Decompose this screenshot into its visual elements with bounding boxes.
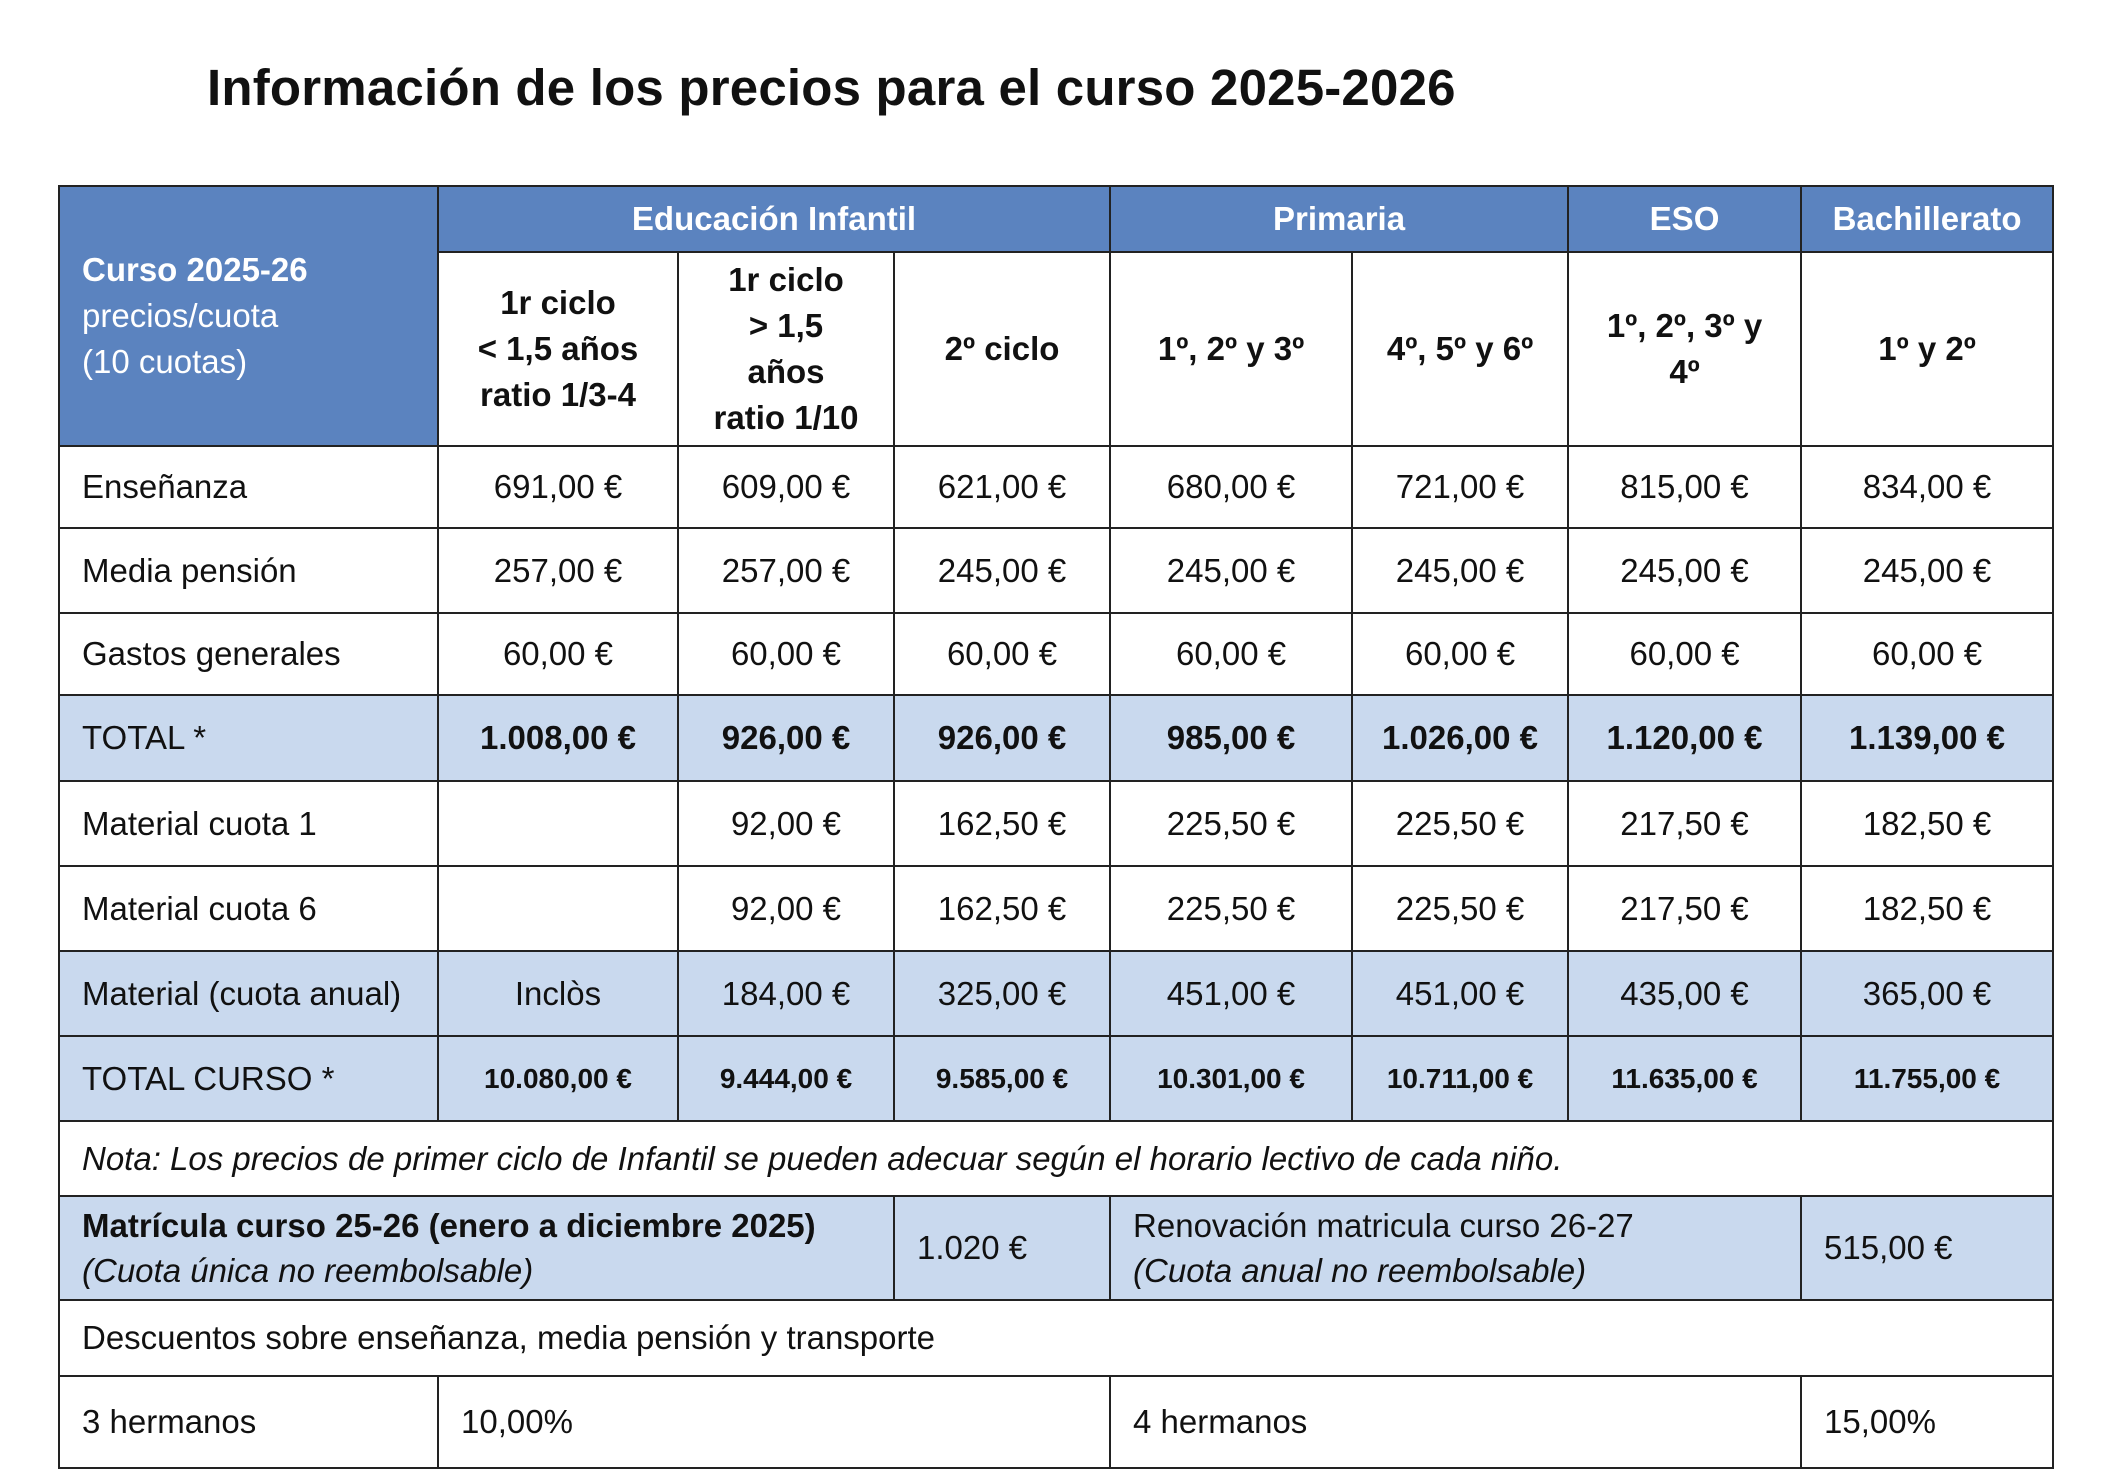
table-cell: 225,50 € [1110, 781, 1352, 866]
table-cell: 325,00 € [894, 951, 1110, 1036]
table-cell: 680,00 € [1110, 446, 1352, 528]
col-header-line: 2º ciclo [944, 330, 1060, 367]
table-cell: 621,00 € [894, 446, 1110, 528]
page-title: Información de los precios para el curso 2025-2026 [207, 59, 1456, 116]
table-cell: 1.139,00 € [1801, 695, 2053, 781]
hermanos-3-label: 3 hermanos [59, 1376, 438, 1468]
table-cell: 60,00 € [894, 613, 1110, 695]
table-cell: 184,00 € [678, 951, 894, 1036]
table-cell: 926,00 € [678, 695, 894, 781]
col-header-5 [1352, 252, 1568, 446]
matricula-label-cell [59, 1196, 894, 1300]
matricula-value: 1.020 € [894, 1196, 1110, 1300]
matricula-row [59, 1196, 2053, 1300]
col-header-line: 1º, 2º, 3º y [1606, 307, 1763, 344]
table-cell: 60,00 € [1568, 613, 1801, 695]
table-cell: 1.120,00 € [1568, 695, 1801, 781]
table-cell: 245,00 € [1568, 528, 1801, 613]
table-cell: 245,00 € [1110, 528, 1352, 613]
table-cell: 9.444,00 € [678, 1036, 894, 1121]
table-cell: 245,00 € [1352, 528, 1568, 613]
row-label: TOTAL CURSO * [59, 1036, 438, 1121]
corner-line3: (10 cuotas) [82, 343, 248, 380]
table-cell: 60,00 € [1801, 613, 2053, 695]
table-cell: 721,00 € [1352, 446, 1568, 528]
corner-header [59, 186, 438, 446]
table-cell: 926,00 € [894, 695, 1110, 781]
table-cell: Inclòs [438, 951, 678, 1036]
table-cell: 225,50 € [1352, 866, 1568, 951]
table-cell: 60,00 € [678, 613, 894, 695]
table-cell: 92,00 € [678, 781, 894, 866]
col-header-line: 1º, 2º y 3º [1157, 330, 1305, 367]
group-bachillerato: Bachillerato [1801, 186, 2053, 252]
table-cell: 451,00 € [1110, 951, 1352, 1036]
renovacion-label: Renovación matricula curso 26-27 [1133, 1207, 1634, 1244]
hermanos-4-value: 15,00% [1801, 1376, 2053, 1468]
row-label: TOTAL * [59, 695, 438, 781]
table-row-total-curso [59, 1036, 2053, 1121]
renovacion-sub: (Cuota anual no reembolsable) [1133, 1252, 1587, 1289]
col-header-line: 4º, 5º y 6º [1386, 330, 1534, 367]
col-header-line: 1r ciclo [500, 284, 616, 321]
table-cell: 365,00 € [1801, 951, 2053, 1036]
col-header-6 [1568, 252, 1801, 446]
table-cell: 985,00 € [1110, 695, 1352, 781]
table-cell: 815,00 € [1568, 446, 1801, 528]
col-header-2 [678, 252, 894, 446]
col-header-line: > 1,5 [748, 307, 824, 344]
row-label: Media pensión [59, 528, 438, 613]
table-cell: 11.635,00 € [1568, 1036, 1801, 1121]
table-cell: 217,50 € [1568, 781, 1801, 866]
table-cell: 92,00 € [678, 866, 894, 951]
table-cell: 60,00 € [1352, 613, 1568, 695]
group-eso: ESO [1568, 186, 1801, 252]
table-cell: 245,00 € [1801, 528, 2053, 613]
table-cell [438, 866, 678, 951]
corner-line1: Curso 2025-26 [82, 251, 308, 288]
table-row-gastos-generales [59, 613, 2053, 695]
row-label: Material cuota 1 [59, 781, 438, 866]
table-cell: 834,00 € [1801, 446, 2053, 528]
table-cell: 245,00 € [894, 528, 1110, 613]
hermanos-4-label: 4 hermanos [1110, 1376, 1801, 1468]
row-label: Enseñanza [59, 446, 438, 528]
table-cell: 10.711,00 € [1352, 1036, 1568, 1121]
table-cell: 10.080,00 € [438, 1036, 678, 1121]
table-cell: 182,50 € [1801, 866, 2053, 951]
table-cell: 162,50 € [894, 866, 1110, 951]
note-row [59, 1121, 2053, 1196]
table-cell: 9.585,00 € [894, 1036, 1110, 1121]
table-cell: 257,00 € [438, 528, 678, 613]
table-row-ensenanza [59, 446, 2053, 528]
table-cell: 609,00 € [678, 446, 894, 528]
table-cell: 691,00 € [438, 446, 678, 528]
table-cell: 1.026,00 € [1352, 695, 1568, 781]
table-cell: 257,00 € [678, 528, 894, 613]
col-header-line: años [747, 353, 825, 390]
group-infantil: Educación Infantil [438, 186, 1110, 252]
table-cell: 217,50 € [1568, 866, 1801, 951]
matricula-label: Matrícula curso 25-26 (enero a diciembre 2025) [82, 1207, 816, 1244]
col-header-7 [1801, 252, 2053, 446]
col-header-4 [1110, 252, 1352, 446]
matricula-sub: (Cuota única no reembolsable) [82, 1252, 534, 1289]
row-label: Material (cuota anual) [59, 951, 438, 1036]
group-primaria: Primaria [1110, 186, 1568, 252]
table-cell: 451,00 € [1352, 951, 1568, 1036]
table-cell: 60,00 € [438, 613, 678, 695]
table-row-material-anual [59, 951, 2053, 1036]
col-header-1 [438, 252, 678, 446]
table-cell: 10.301,00 € [1110, 1036, 1352, 1121]
table-row-material-cuota-1 [59, 781, 2053, 866]
table-row-total [59, 695, 2053, 781]
table-cell: 60,00 € [1110, 613, 1352, 695]
descuentos-title-row [59, 1300, 2053, 1376]
corner-line2: precios/cuota [82, 297, 279, 334]
table-cell: 182,50 € [1801, 781, 2053, 866]
row-label: Gastos generales [59, 613, 438, 695]
table-cell: 225,50 € [1352, 781, 1568, 866]
table-cell: 11.755,00 € [1801, 1036, 2053, 1121]
col-header-3 [894, 252, 1110, 446]
col-header-line: 4º [1669, 353, 1700, 390]
header-group-row [59, 186, 2053, 252]
table-cell: 435,00 € [1568, 951, 1801, 1036]
col-header-line: 1º y 2º [1878, 330, 1976, 367]
note-text: Nota: Los precios de primer ciclo de Infantil se pueden adecuar según el horario lectivo de cada niño. [59, 1121, 2053, 1196]
col-header-line: 1r ciclo [728, 261, 844, 298]
table-cell: 225,50 € [1110, 866, 1352, 951]
col-header-line: ratio 1/10 [713, 399, 859, 436]
renovacion-value: 515,00 € [1801, 1196, 2053, 1300]
table-cell: 1.008,00 € [438, 695, 678, 781]
renovacion-label-cell [1110, 1196, 1801, 1300]
prices-table-wrapper [58, 185, 2054, 1469]
hermanos-3-value: 10,00% [438, 1376, 1110, 1468]
col-header-line: ratio 1/3-4 [480, 376, 636, 413]
descuentos-row [59, 1376, 2053, 1468]
table-cell: 162,50 € [894, 781, 1110, 866]
prices-table [58, 185, 2054, 1469]
table-cell [438, 781, 678, 866]
descuentos-title: Descuentos sobre enseñanza, media pensión y transporte [59, 1300, 2053, 1376]
table-row-material-cuota-6 [59, 866, 2053, 951]
row-label: Material cuota 6 [59, 866, 438, 951]
table-row-media-pension [59, 528, 2053, 613]
col-header-line: < 1,5 años [477, 330, 639, 367]
